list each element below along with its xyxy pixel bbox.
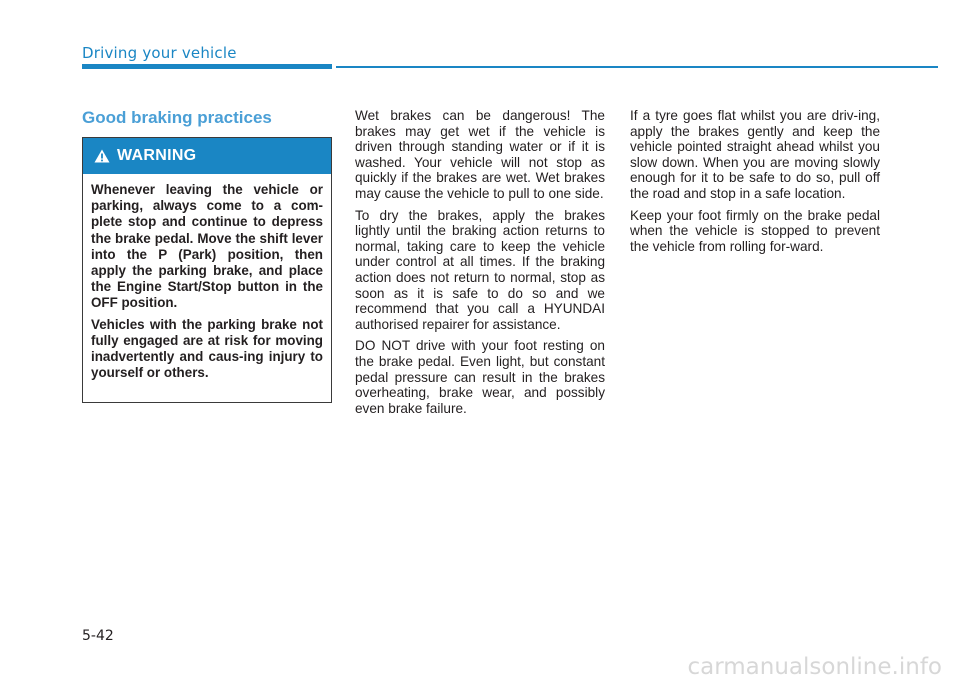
warning-paragraph: Vehicles with the parking brake not fully engaged are at risk for moving inadvertently and caus-ing injury to yourself or others.: [91, 316, 323, 381]
page-heading: Good braking practices: [82, 108, 272, 127]
text-column-2: [355, 108, 605, 422]
warning-paragraph: Whenever leaving the vehicle or parking, always come to a com-plete stop and continue to depress the brake pedal. Move the shift lever into the P (Park) position, then apply the parking brake, and place the Engine Start/Stop button in the OFF position.: [91, 182, 323, 311]
body-paragraph: DO NOT drive with your foot resting on the brake pedal. Even light, but constant pedal pressure can result in the brakes overheating, brake wear, and possibly even brake failure.: [355, 338, 605, 416]
body-paragraph: If a tyre goes flat whilst you are driv-ing, apply the brakes gently and keep the vehicle pointed straight ahead whilst you slow down. When you are moving slowly enough for it to be safe to do so, pull off the road and stop in a safe location.: [630, 108, 880, 201]
text-column-3: [630, 108, 880, 260]
warning-title: WARNING: [117, 147, 197, 164]
body-paragraph: To dry the brakes, apply the brakes lightly until the braking action returns to normal, taking care to keep the vehicle under control at all times. If the braking action does not return to normal, stop as soon as it is safe to do so and we recommend that you call a HYUNDAI authorised repairer for assistance.: [355, 207, 605, 332]
watermark: carmanualsonline.info: [687, 654, 942, 680]
body-paragraph: Wet brakes can be dangerous! The brakes may get wet if the vehicle is driven through standing water or if it is washed. Your vehicle will not stop as quickly if the brakes are wet. Wet brakes may cause the vehicle to pull to one side.: [355, 108, 605, 201]
page-number: 5-42: [82, 628, 114, 644]
warning-header: [83, 138, 331, 174]
header-rule-thin: [336, 66, 938, 68]
warning-body: [83, 174, 331, 381]
warning-box: [82, 137, 332, 403]
warning-triangle-icon: [94, 149, 110, 163]
body-paragraph: Keep your foot firmly on the brake pedal when the vehicle is stopped to prevent the vehicle from rolling for-ward.: [630, 207, 880, 254]
header-rule-thick: [82, 64, 332, 69]
section-title: Driving your vehicle: [82, 44, 237, 62]
